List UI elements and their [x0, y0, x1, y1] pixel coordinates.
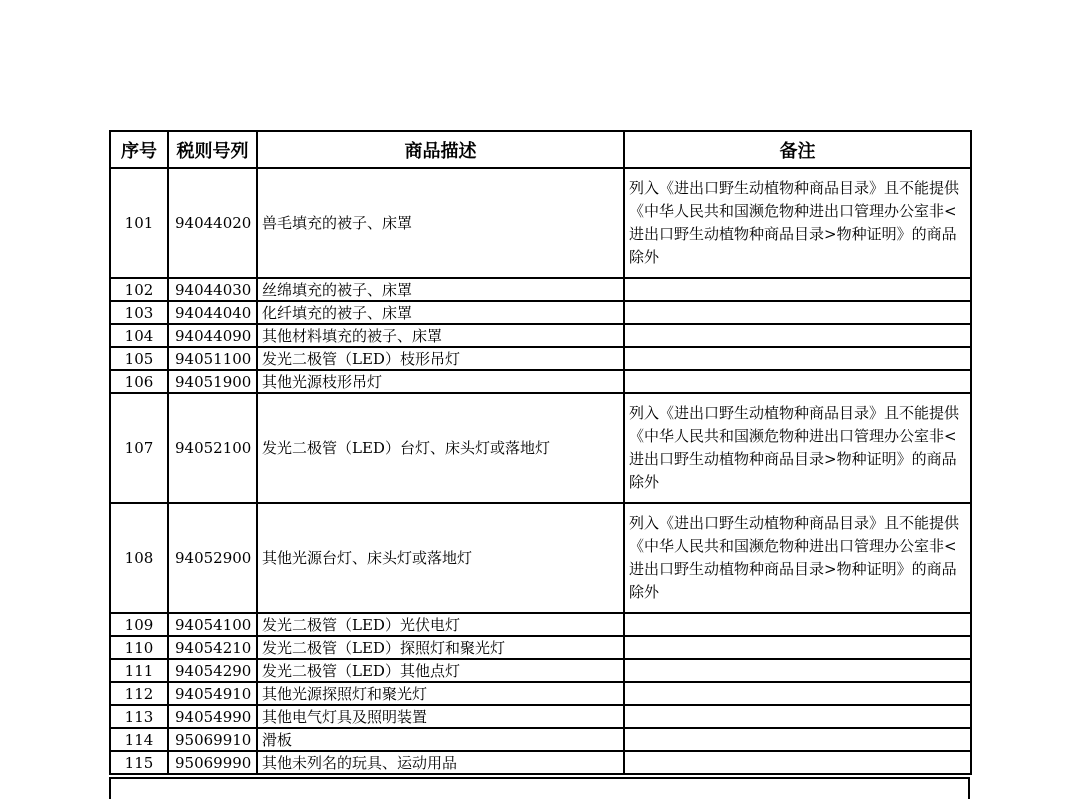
table-row — [110, 503, 971, 613]
row-description: 发光二极管（LED）探照灯和聚光灯 — [257, 636, 624, 659]
header-note: 备注 — [624, 131, 971, 168]
header-code: 税则号列 — [168, 131, 257, 168]
row-index: 107 — [110, 393, 168, 503]
row-code: 94052900 — [168, 503, 257, 613]
table-row — [110, 659, 971, 682]
row-note — [624, 347, 971, 370]
row-note — [624, 751, 971, 774]
row-code: 94054990 — [168, 705, 257, 728]
row-note — [624, 705, 971, 728]
row-note — [624, 682, 971, 705]
row-note — [624, 278, 971, 301]
row-description: 化纤填充的被子、床罩 — [257, 301, 624, 324]
row-index: 105 — [110, 347, 168, 370]
table-row — [110, 278, 971, 301]
row-note — [624, 324, 971, 347]
row-code: 94051100 — [168, 347, 257, 370]
row-description: 其他材料填充的被子、床罩 — [257, 324, 624, 347]
row-description: 其他光源台灯、床头灯或落地灯 — [257, 503, 624, 613]
row-index: 113 — [110, 705, 168, 728]
row-description: 发光二极管（LED）台灯、床头灯或落地灯 — [257, 393, 624, 503]
row-code: 95069910 — [168, 728, 257, 751]
row-note — [624, 636, 971, 659]
row-index: 101 — [110, 168, 168, 278]
row-description: 其他未列名的玩具、运动用品 — [257, 751, 624, 774]
row-note: 列入《进出口野生动植物种商品目录》且不能提供《中华人民共和国濒危物种进出口管理办公室非<进出口野生动植物种商品目录>物种证明》的商品除外 — [624, 168, 971, 278]
row-code: 94054100 — [168, 613, 257, 636]
table-row — [110, 751, 971, 774]
row-note — [624, 301, 971, 324]
row-index: 115 — [110, 751, 168, 774]
row-index: 111 — [110, 659, 168, 682]
table-row — [110, 301, 971, 324]
row-code: 94044040 — [168, 301, 257, 324]
row-note — [624, 370, 971, 393]
row-index: 102 — [110, 278, 168, 301]
row-index: 106 — [110, 370, 168, 393]
row-description: 其他电气灯具及照明装置 — [257, 705, 624, 728]
row-description: 其他光源探照灯和聚光灯 — [257, 682, 624, 705]
row-code: 94054210 — [168, 636, 257, 659]
row-note — [624, 728, 971, 751]
row-index: 112 — [110, 682, 168, 705]
table-row — [110, 636, 971, 659]
row-code: 94054290 — [168, 659, 257, 682]
row-code: 94054910 — [168, 682, 257, 705]
row-index: 108 — [110, 503, 168, 613]
row-index: 103 — [110, 301, 168, 324]
row-description: 发光二极管（LED）其他点灯 — [257, 659, 624, 682]
row-index: 109 — [110, 613, 168, 636]
row-note: 列入《进出口野生动植物种商品目录》且不能提供《中华人民共和国濒危物种进出口管理办公室非<进出口野生动植物种商品目录>物种证明》的商品除外 — [624, 503, 971, 613]
row-code: 94044020 — [168, 168, 257, 278]
row-note — [624, 659, 971, 682]
table-row — [110, 728, 971, 751]
table-row — [110, 324, 971, 347]
table-row — [110, 613, 971, 636]
table-header-row — [110, 131, 971, 168]
tariff-table — [109, 130, 972, 775]
row-description: 丝绵填充的被子、床罩 — [257, 278, 624, 301]
row-code: 94044030 — [168, 278, 257, 301]
table-row — [110, 682, 971, 705]
row-code: 94044090 — [168, 324, 257, 347]
table-row — [110, 393, 971, 503]
row-note: 列入《进出口野生动植物种商品目录》且不能提供《中华人民共和国濒危物种进出口管理办公室非<进出口野生动植物种商品目录>物种证明》的商品除外 — [624, 393, 971, 503]
row-code: 94052100 — [168, 393, 257, 503]
header-index: 序号 — [110, 131, 168, 168]
table-row — [110, 168, 971, 278]
header-description: 商品描述 — [257, 131, 624, 168]
row-code: 95069990 — [168, 751, 257, 774]
row-code: 94051900 — [168, 370, 257, 393]
row-description: 发光二极管（LED）光伏电灯 — [257, 613, 624, 636]
table-row — [110, 370, 971, 393]
table-continuation-box — [109, 777, 970, 799]
row-index: 110 — [110, 636, 168, 659]
row-index: 104 — [110, 324, 168, 347]
table-row — [110, 347, 971, 370]
row-note — [624, 613, 971, 636]
row-description: 发光二极管（LED）枝形吊灯 — [257, 347, 624, 370]
table-row — [110, 705, 971, 728]
row-description: 其他光源枝形吊灯 — [257, 370, 624, 393]
row-description: 兽毛填充的被子、床罩 — [257, 168, 624, 278]
row-description: 滑板 — [257, 728, 624, 751]
row-index: 114 — [110, 728, 168, 751]
